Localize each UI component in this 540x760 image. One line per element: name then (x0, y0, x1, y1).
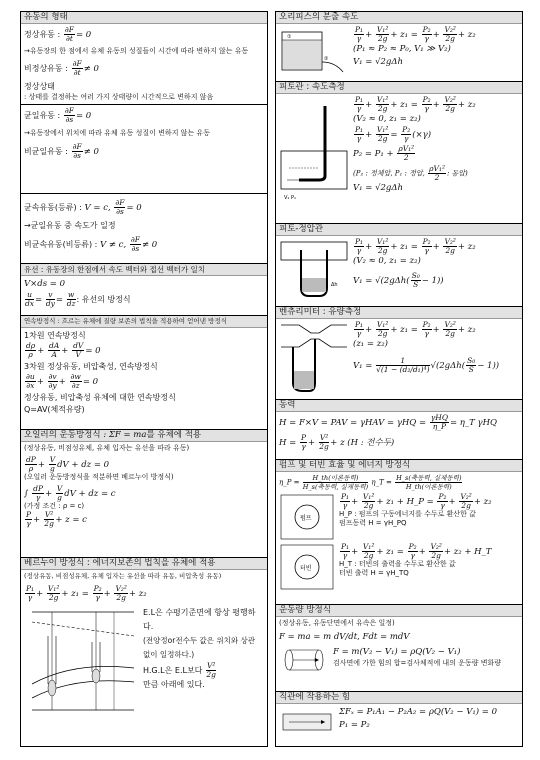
pump-note1: H_P : 펌프의 구동에너지를 수두로 환산한 값 (339, 510, 476, 518)
eta-t-num: H_s(축동력, 실제동력) (396, 474, 462, 482)
eta-t-den: H_th(이론동력) (405, 483, 452, 491)
pipe-force-section (276, 692, 522, 742)
continuity-line1: 1차원 연속방정식 (24, 331, 86, 340)
euler-integrate-note: (오일러 운동방정식을 적분하면 베르누이 방정식) (24, 473, 174, 481)
const-vel-line1: 균속유동(등류) : (24, 203, 82, 212)
continuity-line3: 정상유동, 비압축성 유체에 대한 연속방정식 (24, 393, 176, 402)
continuity-section: 연속방정식 : 흐르는 유체에 질량 보존의 법칙을 적용하여 얻어낸 방정식 1차원 연속방정식 $\frac{d\rho}{\rho}$ + $\frac{dA}{A}$ + $\frac{dV}{V}$ = 0 3차원 정상유동, 비압축성, 연속방정식 $\frac{\partial u}{\partial x}$ + $\frac{\partial v}{\partial y}$ + $\frac{\partial w}{\partial z}$ = 0 정상유동, 비압축성 유체에 대한 연속방정식 Q=AV(체적유량) (21, 316, 267, 430)
bernoulli-hgl-text2: 만큼 아래에 있다. (143, 680, 205, 689)
pitot-cond: (V₂ ≈ 0, z₁ = z₂) (353, 114, 421, 124)
energy-line-diagram (24, 606, 139, 718)
venturi-diagram (279, 321, 349, 395)
turbine-note1: H_T : 터빈의 출력을 수두로 환산한 값 (339, 560, 456, 568)
eta-p-den: H_s(축동력, 실제동력) (302, 483, 369, 491)
pipe-title: 직관에 작용하는 힘 (276, 692, 522, 704)
steady-label: 정상유동 : (24, 30, 61, 39)
right-column (275, 11, 523, 747)
streamline-eq1: V×ds = 0 (24, 279, 65, 289)
pipe-eq2: P₁ = P₂ (339, 720, 370, 730)
pitot-note: (P₂ : 정체압, P₁ : 정압, (353, 169, 425, 178)
const-vel-line2: →균일유동 중 속도가 일정 (24, 221, 116, 230)
bernoulli-assume: (정상유동, 비점성유체, 유체 입자는 유선을 따라 유동, 비압축성 유동) (24, 572, 222, 580)
turbine-diagram (279, 543, 335, 591)
streamline-section: 유선 : 유동장의 한점에서 속도 벡터와 접선 벡터가 일치 V×ds = 0 $\frac{u}{dx}$ = $\frac{v}{dy}$ = $\frac{w}{dz}$ : 유선의 방정식 (21, 264, 267, 316)
pitot-static-cond: (V₂ ≈ 0, z₁ = z₂) (353, 256, 421, 266)
unsteady-label: 비정상유동 : (24, 64, 68, 73)
continuity-title: 연속방정식 : 흐르는 유체에 질량 보존의 법칙을 적용하여 얻어낸 방정식 (21, 316, 267, 328)
continuity-line4: Q=AV(체적유량) (24, 405, 85, 414)
orifice-diagram (279, 26, 349, 74)
pump-note2: 펌프동력 H = γH_PQ (339, 519, 407, 527)
svg-text:②: ② (324, 56, 329, 62)
orifice-title: 오리피스의 분출 속도 (276, 12, 522, 24)
flow-type-title: 유동의 형태 (21, 12, 267, 24)
orifice-note: (P₁ ≈ P₂ ≈ P₀, V₁ ≫ V₂) (353, 44, 451, 54)
left-column (20, 11, 268, 747)
pump-title: 펌프 및 터빈 효율 및 에너지 방정식 (276, 460, 522, 472)
power-eq1: H = F×V = PAV = γHAV = γHQ (279, 418, 417, 428)
svg-text:V₁ P₁: V₁ P₁ (284, 195, 297, 201)
momentum-assume: (정상유동, 유동단면에서 유속은 일정) (279, 619, 395, 627)
svg-text:①: ① (287, 34, 292, 40)
turbine-note2: 터빈 출력 H = γH_TQ (339, 569, 409, 577)
pump-label: 펌프 (300, 515, 312, 522)
pitot-diagram (279, 96, 349, 221)
power-section: 동력 H = F×V = PAV = γHAV = γHQ = $\frac{\text{γHQ}}{\eta\_P}$ = η_T γHQ H = $\frac{P}{\gamma}$ + $\frac{\text{V²}}{2g}$ + z (H : 전수두) (276, 400, 522, 460)
control-volume-diagram (279, 646, 329, 674)
uniform-note: →유동장에서 위치에 따라 유체 유동 성질이 변하지 않는 유동 (24, 129, 210, 137)
pump-diagram (279, 493, 335, 541)
venturi-title: 벤츄리미터 : 유량측정 (276, 307, 522, 319)
pitot-result: V₁ = √2gΔh (353, 183, 403, 193)
nonuniform-label: 비균일유동 : (24, 147, 68, 156)
power-title: 동력 (276, 400, 522, 412)
pitot-note2: : 동압) (446, 169, 468, 178)
streamline-eq2-suffix: : 유선의 방정식 (76, 295, 131, 304)
venturi-cond: (z₁ = z₂) (353, 339, 388, 349)
constant-velocity-section: 균속유동(등류) : V = c, $\frac{\partial F}{\partial s}$ = 0 →균일유동 중 속도가 일정 비균속유동(비등류) : V ≠ c, $\frac{\partial F}{\partial s}$ ≠ 0 (21, 194, 267, 264)
euler-title-suffix: 를 유체에 적용 (146, 430, 202, 440)
orifice-result: V₁ = √2gΔh (353, 57, 403, 67)
steady-state-title: 정상상태 (24, 82, 55, 91)
euler-title: 오일러의 운동방정식 (24, 430, 101, 440)
momentum-eq1: F = ma = m dV/dt, Fdt = mdV (279, 632, 410, 642)
bernoulli-title: 베르누이 방정식 : 에너지보존의 법칙을 유체에 적용 (21, 558, 267, 570)
pitot-static-title: 피토-정압관 (276, 224, 522, 236)
svg-text:Δh: Δh (331, 282, 338, 288)
continuity-line2: 3차원 정상유동, 비압축성, 연속방정식 (24, 362, 158, 371)
power-h-note: (H : 전수두) (347, 438, 395, 448)
momentum-section: 운동량 방정식 (정상유동, 유동단면에서 유속은 일정) F = ma = m dV/dt, Fdt = mdV F = m(V₂ − V₁) = ρQ(V₂ − V₁) 검사면에 가한 힘의 합=검사체적에 내의 운동량 변화량 (276, 605, 522, 692)
uniform-label: 균일유동 : (24, 111, 61, 120)
eta-p-num: H_th(이론동력) (303, 474, 368, 483)
bernoulli-el-text2: (전양정or전수두 값은 위치와 상관없이 일정하다.) (143, 636, 255, 659)
pitot-title: 피토관 : 속도측정 (276, 82, 522, 94)
pump-section: 펌프 및 터빈 효율 및 에너지 방정식 η_P = $\frac{\text{H\_th(이론동력)}}{\text{H\_s(축동력, 실제동력)}}$ η_T = $\frac{\text{H\_s(축동력, 실제동력)}}{\text{H\_th(이론동력)}}$ 펌프 $\frac{\text{P₁}}{\gamma}$ + $\frac{\text{V₁²}}{2g}$ + z₁ + H_P = $\frac{\text{P₂}}{\gamma}$ + $\frac{\text{V₂²}}{2g}$ + z₂ H_P : 펌프의 구동에너지를 수두로 환산한 값 펌프동력 H = γH_PQ 터빈 $\frac{\text{P₁}}{\gamma}$ + $\frac{\text{V₁²}}{2g}$ + z₁ = $\frac{\text{P₂}}{\gamma}$ + $\frac{\text{V₂²}}{2g}$ + z₂ + H_T H_T : 터빈의 출력을 수두로 환산한 값 터빈 출력 H = γH_TQ (276, 460, 522, 605)
steady-note: →유동장의 한 점에서 유체 유동의 성질들이 시간에 따라 변하지 않는 유동 (24, 47, 249, 55)
straight-pipe-diagram (279, 706, 335, 738)
venturi-section: 벤츄리미터 : 유량측정 $\frac{\text{P₁}}{\gamma}$ + $\frac{\text{V₁²}}{2g}$ + z₁ = $\frac{\text{P₂}}{\gamma}$ + $\frac{\text{V₂²}}{2g}$ + z₂ (z₁ = z₂) V₁ = $\frac{1}{\text{√(1 − (d₂/d₁)⁴)}}$ √(2gΔh( $\frac{\text{S₀}}{S}$ − 1)) (276, 307, 522, 400)
euler-section: 오일러의 운동방정식 : ΣF = ma를 유체에 적용 (정상유동, 비점성유체, 유체 입자는 유선을 따라 유동) $\frac{dP}{\rho}$ + $\frac{V}{g}$ dV + dz = 0 (오일러 운동방정식을 적분하면 베르누이 방정식) ∫ $\frac{dP}{\gamma}$ + $\frac{V}{g}$ dV + dz = c (가정 조건 : ρ = c) $\frac{P}{\gamma}$ + $\frac{\text{V²}}{2g}$ + z = c (21, 430, 267, 558)
bernoulli-el-text1: E.L은 수평기준면에 항상 평행하다. (143, 608, 256, 631)
bernoulli-hgl-text1: H.G.L은 E.L보다 (143, 666, 203, 675)
pipe-eq1: ΣFₓ = P₁A₁ − P₂A₂ = ρQ(V₂ − V₁) = 0 (339, 707, 497, 717)
euler-condition: (가정 조건 : ρ = c) (24, 502, 85, 510)
steady-state-desc: : 상태를 결정하는 여러 가지 상태량이 시간적으로 변하지 않음 (24, 93, 214, 101)
streamline-title: 유선 : 유동장의 한점에서 속도 벡터와 접선 벡터가 일치 (21, 264, 267, 276)
momentum-title: 운동량 방정식 (276, 605, 522, 617)
euler-assume: (정상유동, 비점성유체, 유체 입자는 유선을 따라 유동) (24, 444, 190, 452)
pitot-static-diagram (279, 238, 349, 300)
turbine-label: 터빈 (300, 565, 312, 572)
momentum-note: 검사면에 가한 힘의 합=검사체적에 내의 운동량 변화량 (333, 659, 501, 667)
orifice-section: 오리피스의 분출 속도 ① ② $\frac{\text{P₁}}{\gamma}$ + $\frac{\text{V₁²}}{2g}$ + z₁ = $\frac{\text{P₂}}{\gamma}$ + $\frac{\text{V₂²}}{2g}$ + z₂ (P₁ ≈ P₂ ≈ P₀, V₁ ≫ V₂) V₁ = √2gΔh (276, 12, 522, 82)
bernoulli-section: 베르누이 방정식 : 에너지보존의 법칙을 유체에 적용 (정상유동, 비점성유체, 유체 입자는 유선을 따라 유동, 비압축성 유동) $\frac{\text{P₁}}{\gamma}$ + $\frac{\text{V₁²}}{2g}$ + z₁ = $\frac{\text{P₂}}{\gamma}$ + $\frac{\text{V₂²}}{2g}$ + z₂ E.L은 수평기준면에 항상 평행하다. (전양정or전수두 값은 위치와 상관없이 일정하다.) H.G.L은 E.L보다 $\frac{\text{V²}}{2g}$ 만큼 아래에 있다. (21, 558, 267, 743)
const-vel-line3: 비균속유동(비등류) : (24, 240, 98, 249)
flow-type-section: 유동의 형태 정상유동 : $\frac{\partial F}{\partial t}$ = 0 →유동장의 한 점에서 유체 유동의 성질들이 시간에 따라 변하지 않는 유동 비정상유동 : $\frac{\partial F}{\partial t}$ ≠ 0 정상상태 : 상태를 결정하는 여러 가지 상태량이 시간적으로 변하지 않음 균일유동 : $\frac{\partial F}{\partial s}$ = 0 →유동장에서 위치에 따라 유체 유동 성질이 변하지 않는 유동 비균일유동 : $\frac{\partial F}{\partial s}$ ≠ 0 (21, 12, 267, 194)
pitot-static-section: 피토-정압관 Δh $\frac{\text{P₁}}{\gamma}$ + $\frac{\text{V₁²}}{2g}$ + z₁ = $\frac{\text{P₂}}{\gamma}$ + $\frac{\text{V₂²}}{2g}$ + z₂ (V₂ ≈ 0, z₁ = z₂) V₁ = √(2gΔh( $\frac{\text{S₀}}{S}$ − 1)) (276, 224, 522, 307)
pitot-section: 피토관 : 속도측정 V₁ P₁ $\frac{\text{P₁}}{\gamma}$ + $\frac{\text{V₁²}}{2g}$ + z₁ = $\frac{\text{P₂}}{\gamma}$ + $\frac{\text{V₂²}}{2g}$ + z₂ (V₂ ≈ 0, z₁ = z₂) $\frac{\text{P₁}}{\gamma}$ + $\frac{\text{V₁²}}{2g}$ = $\frac{\text{P₂}}{\gamma}$ (×γ) P₂ = P₁ + $\frac{\text{ρV₁²}}{2}$ (P₂ : 정체압, P₁ : 정압, $\frac{\text{ρV₁²}}{2}$ : 동압) V₁ = √2gΔh (276, 82, 522, 224)
